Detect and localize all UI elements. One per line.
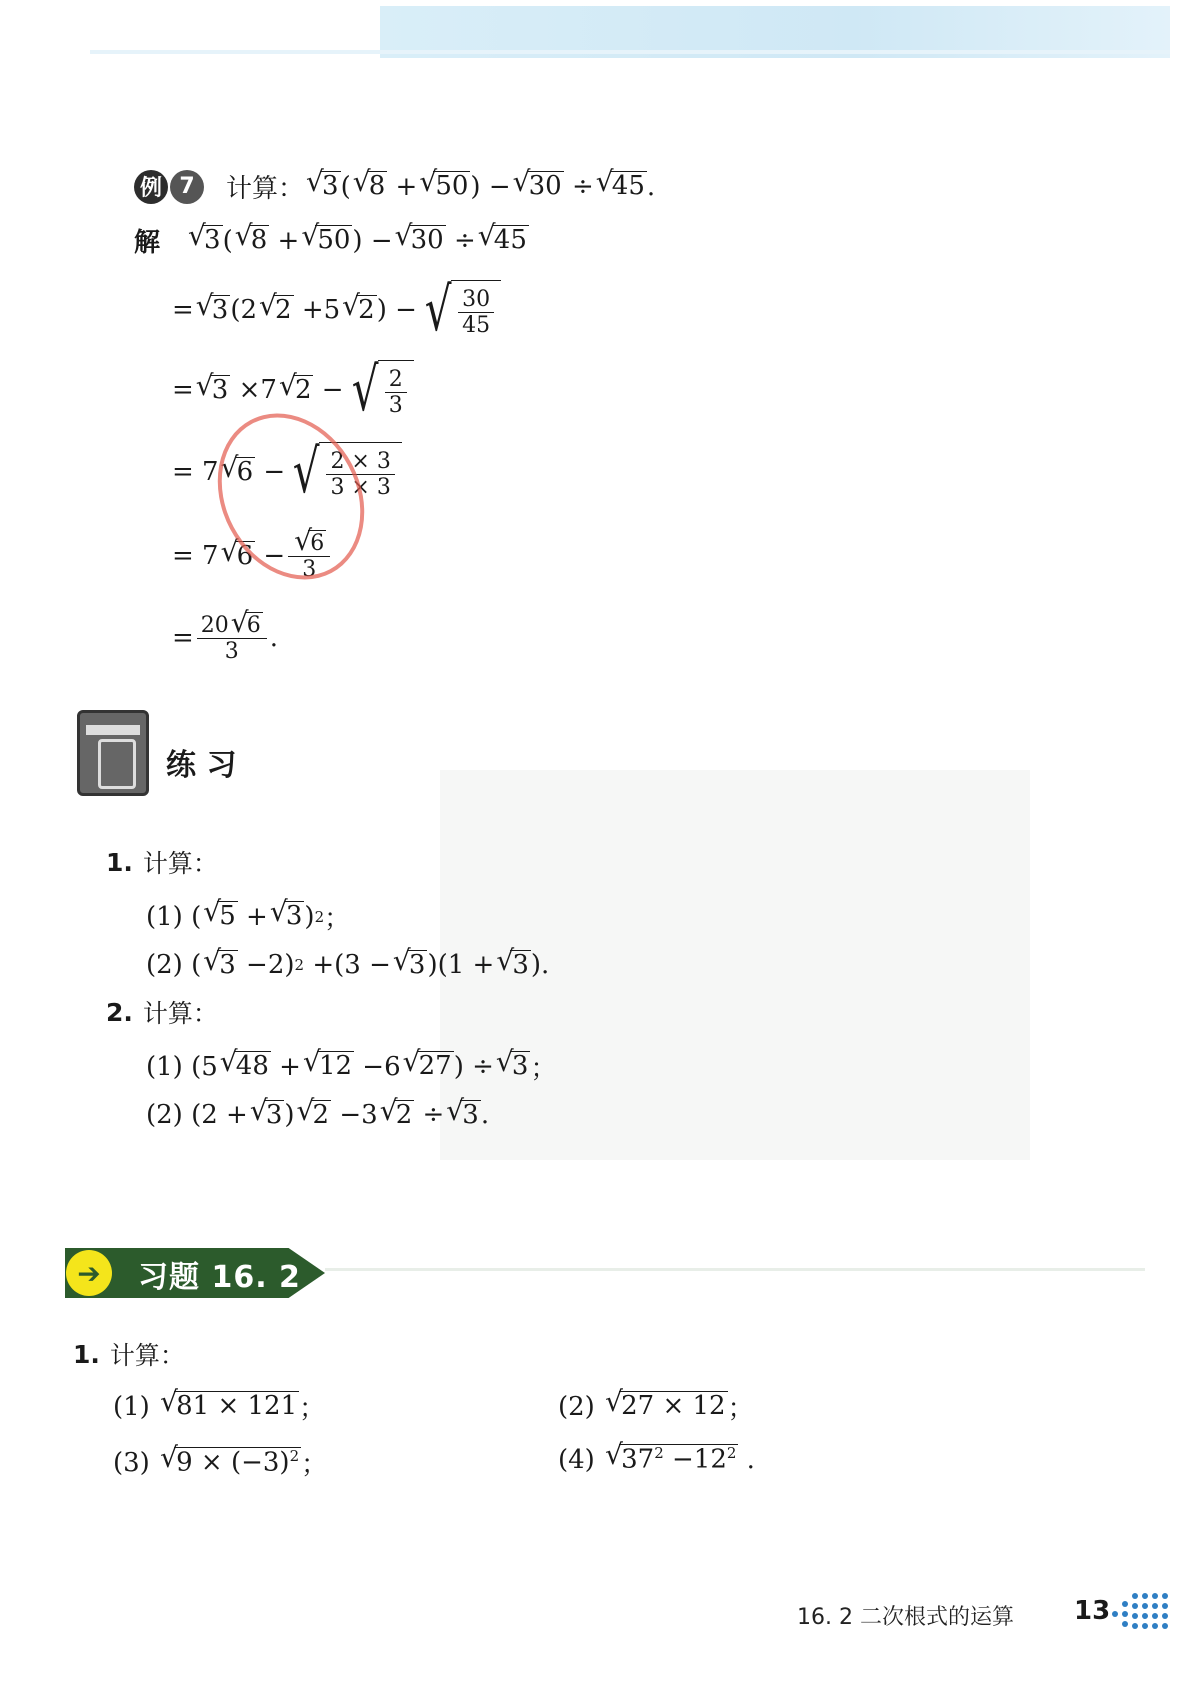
solution-line-1: 解 √ 3 ( √ 8 + √ 50 ) − √ 30 ÷ √ 45 [134,222,529,259]
practice-q2-part-2: (2) (2 + √ 3 ) √ 2 −3 √ 2 ÷ √ 3 . [146,1100,489,1131]
arrow-icon: ➔ [66,1250,112,1296]
example-7-heading: 例 7 计算： √ 3 ( √ 8 + √ 50 ) − √ 30 ÷ √ 45 . [134,168,655,205]
practice-question-1 [106,844,218,880]
example-number-badge: 7 [170,170,204,204]
solution-line-4: = 7 √ 6 − √ $\frac{2 \times 3}{3 \times 3}$ [172,442,404,502]
practice-q1-text: 计算： [142,849,218,878]
practice-q2-number: 2. [106,997,133,1027]
practice-q1-part-1: (1) ( √ 5 + √ 3 ) 2 ； [146,898,350,935]
practice-q2-text: 计算： [142,999,218,1028]
solution-line-2: = √ 3 (2 √ 2 +5 √ 2 ) − √ $\frac{30}{45}$ [172,280,503,340]
exercise-q1-part-3: (3) √ $9 \times (-3)^2$ ； [113,1444,327,1481]
practice-q2-part-1: (1) (5 √ 48 + √ 12 −6 √ 27 ) ÷ √ 3 ； [146,1048,556,1085]
footer-chapter-title: 16. 2 二次根式的运算 [797,1605,1014,1630]
pencil-notebook-icon [77,710,149,796]
exercise-q1-number: 1. [73,1339,100,1369]
exercise-q1-part-4: (4) √ $37^2 -12^2$ . [558,1444,755,1476]
exercise-q1-part-1: (1) √ 81 × 121 ； [113,1388,325,1425]
solution-label: 解 [134,228,161,258]
exercise-q1-text: 计算： [109,1341,185,1370]
solution-line-6: = $\frac{20√ 6}{3}$ . [172,612,278,665]
solution-line-3: = √ 3 ×7 √ 2 − √ $\frac{2}{3}$ [172,360,416,420]
example-prompt: 计算： [226,174,305,204]
example-badge: 例 [134,170,168,204]
practice-title: 练 习 [166,748,237,783]
exercise-question-1 [73,1336,185,1372]
exercise-q1-part-2: (2) √ 27 × 12 ； [558,1388,754,1425]
practice-question-2 [106,994,218,1030]
practice-q1-number: 1. [106,847,133,877]
exercise-divider [325,1268,1145,1271]
exercise-title: 习题 16. 2 [138,1260,301,1295]
page-number: 13 [1074,1596,1111,1626]
header-line [90,50,1170,54]
practice-q1-part-2: (2) ( √ 3 −2) 2 +(3 − √ 3 )(1 + √ 3 ). [146,950,549,981]
dot-grid-icon [1112,1593,1168,1635]
solution-line-5: = 7 √ 6 − √ $\frac{6}{3}$ [172,530,333,583]
